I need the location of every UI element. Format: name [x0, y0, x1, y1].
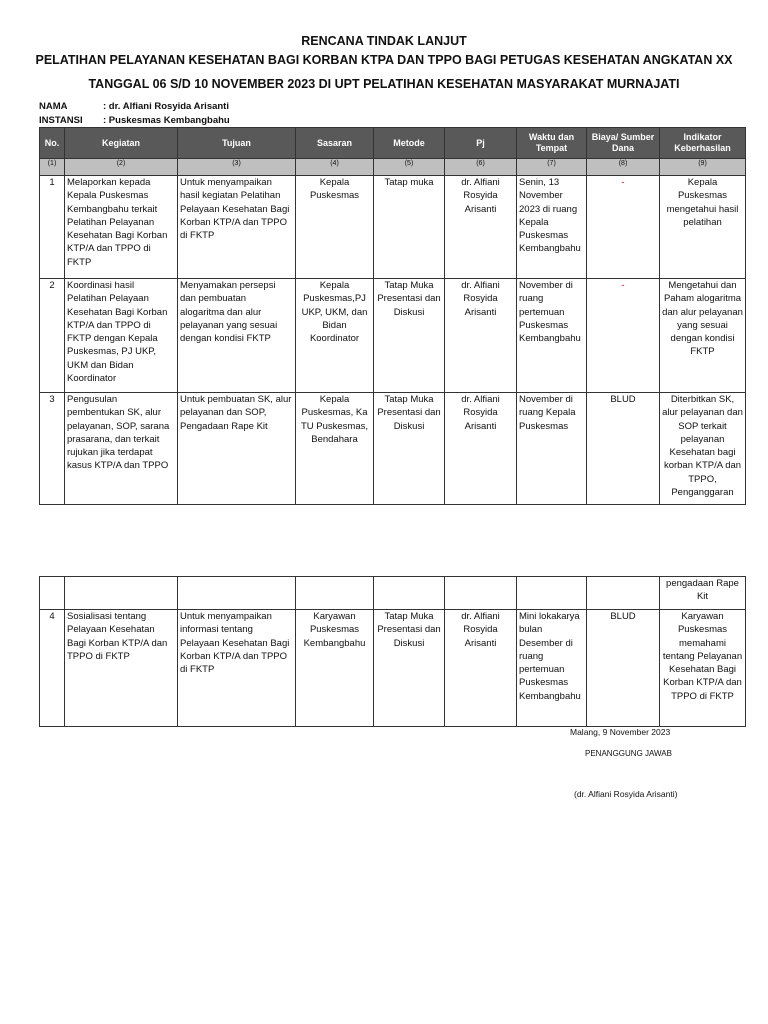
row-kegiatan: Pengusulan pembentukan SK, alur pelayanan, SOP, sarana prasarana, dan terkait rujukan jika terdapat kasus KTP/A dan TPPO — [65, 393, 178, 505]
row-pj: dr. Alfiani Rosyida Arisanti — [445, 393, 517, 505]
row-metode: Tatap Muka Presentasi dan Diskusi — [374, 393, 445, 505]
instansi-value: : Puskesmas Kembangbahu — [103, 115, 230, 126]
row-kegiatan: Sosialisasi tentang Pelayaan Kesehatan Bagi Korban KTP/A dan TPPO di FKTP — [65, 610, 178, 727]
doc-date-line: TANGGAL 06 S/D 10 NOVEMBER 2023 DI UPT PELATIHAN KESEHATAN MASYARAKAT MURNAJATI — [88, 77, 680, 91]
signature-role: PENANGGUNG JAWAB — [585, 749, 672, 758]
row-indikator: Karyawan Puskesmas memahami tentang Pelayanan Kesehatan Bagi Korban KTP/A dan TPPO di FKTP — [660, 610, 746, 727]
row-biaya: - — [587, 176, 660, 279]
nama-value: : dr. Alfiani Rosyida Arisanti — [103, 101, 229, 112]
row-indikator: Diterbitkan SK, alur pelayanan dan SOP terkait pelayanan Kesehatan bagi korban KTP/A dan TPPO, Penganggaran — [660, 393, 746, 505]
empty-cell — [296, 577, 374, 610]
instansi-label: INSTANSI — [39, 115, 83, 126]
col-header-waktu: Waktu dan Tempat — [517, 128, 587, 159]
col-header-tujuan: Tujuan — [178, 128, 296, 159]
row-indikator: Kepala Puskesmas mengetahui hasil pelatihan — [660, 176, 746, 279]
index-cell: (6) — [445, 159, 517, 176]
row-kegiatan: Melaporkan kepada Kepala Puskesmas Kembangbahu terkait Pelatihan Pelayanan Kesehatan Bagi Korban KTP/A dan TPPO di FKTP — [65, 176, 178, 279]
col-header-pj: Pj — [445, 128, 517, 159]
table-row-continuation — [40, 577, 746, 610]
row-tujuan: Untuk pembuatan SK, alur pelayanan dan SOP, Pengadaan Rape Kit — [178, 393, 296, 505]
index-cell: (1) — [40, 159, 65, 176]
row-biaya: BLUD — [587, 393, 660, 505]
index-cell: (2) — [65, 159, 178, 176]
row-waktu: November di ruang pertemuan Puskesmas Kembangbahu — [517, 279, 587, 393]
doc-subtitle: PELATIHAN PELAYANAN KESEHATAN BAGI KORBAN KTPA DAN TPPO BAGI PETUGAS KESEHATAN ANGKATAN XX — [35, 53, 733, 67]
nama-label: NAMA — [39, 101, 68, 112]
row-no: 3 — [40, 393, 65, 505]
row-no: 2 — [40, 279, 65, 393]
meta-nama — [39, 101, 229, 112]
signature-name: (dr. Alfiani Rosyida Arisanti) — [574, 789, 678, 799]
row-sasaran: Kepala Puskesmas — [296, 176, 374, 279]
index-row — [40, 159, 746, 176]
table-row — [40, 279, 746, 393]
col-header-biaya: Biaya/ Sumber Dana — [587, 128, 660, 159]
empty-cell — [517, 577, 587, 610]
table-row — [40, 176, 746, 279]
plan-table-continued — [39, 576, 746, 727]
row-pj: dr. Alfiani Rosyida Arisanti — [445, 176, 517, 279]
col-header-indikator: Indikator Keberhasilan — [660, 128, 746, 159]
doc-title: RENCANA TINDAK LANJUT — [301, 34, 467, 48]
table-row — [40, 610, 746, 727]
row-sasaran: Kepala Puskesmas, Ka TU Puskesmas, Bendahara — [296, 393, 374, 505]
index-cell: (4) — [296, 159, 374, 176]
row-tujuan: Menyamakan persepsi dan pembuatan alogaritma dan alur pelayanan yang sesuai dengan kondisi FKTP — [178, 279, 296, 393]
row-waktu: Senin, 13 November 2023 di ruang Kepala Puskesmas Kembangbahu — [517, 176, 587, 279]
table-row — [40, 393, 746, 505]
empty-cell — [40, 577, 65, 610]
meta-instansi — [39, 115, 230, 126]
plan-table — [39, 127, 746, 505]
row-tujuan: Untuk menyampaikan informasi tentang Pelayaan Kesehatan Bagi Korban KTP/A dan TPPO di FKTP — [178, 610, 296, 727]
row-metode: Tatap Muka Presentasi dan Diskusi — [374, 610, 445, 727]
index-cell: (8) — [587, 159, 660, 176]
row-tujuan: Untuk menyampaikan hasil kegiatan Pelatihan Pelayaan Kesehatan Bagi Korban KTP/A dan TPPO di FKTP — [178, 176, 296, 279]
empty-cell — [587, 577, 660, 610]
empty-cell — [374, 577, 445, 610]
row-indikator-continued: pengadaan Rape Kit — [660, 577, 746, 610]
row-biaya: BLUD — [587, 610, 660, 727]
row-pj: dr. Alfiani Rosyida Arisanti — [445, 610, 517, 727]
row-pj: dr. Alfiani Rosyida Arisanti — [445, 279, 517, 393]
col-header-kegiatan: Kegiatan — [65, 128, 178, 159]
empty-cell — [445, 577, 517, 610]
index-cell: (5) — [374, 159, 445, 176]
empty-cell — [178, 577, 296, 610]
empty-cell — [65, 577, 178, 610]
row-metode: Tatap Muka Presentasi dan Diskusi — [374, 279, 445, 393]
row-waktu: Mini lokakarya bulan Desember di ruang pertemuan Puskesmas Kembangbahu — [517, 610, 587, 727]
row-metode: Tatap muka — [374, 176, 445, 279]
signature-place-date: Malang, 9 November 2023 — [570, 727, 671, 737]
row-no: 4 — [40, 610, 65, 727]
row-sasaran: Kepala Puskesmas,PJ UKP, UKM, dan Bidan Koordinator — [296, 279, 374, 393]
row-no: 1 — [40, 176, 65, 279]
row-indikator: Mengetahui dan Paham alogaritma dan alur pelayanan yang sesuai dengan kondisi FKTP — [660, 279, 746, 393]
index-cell: (3) — [178, 159, 296, 176]
col-header-metode: Metode — [374, 128, 445, 159]
index-cell: (7) — [517, 159, 587, 176]
row-sasaran: Karyawan Puskesmas Kembangbahu — [296, 610, 374, 727]
row-kegiatan: Koordinasi hasil Pelatihan Pelayaan Kesehatan Bagi Korban KTP/A dan TPPO di FKTP dengan Kepala Puskesmas, PJ UKP, UKM dan Bidan Koordinator — [65, 279, 178, 393]
row-biaya: - — [587, 279, 660, 393]
index-cell: (9) — [660, 159, 746, 176]
col-header-no: No. — [40, 128, 65, 159]
col-header-sasaran: Sasaran — [296, 128, 374, 159]
row-waktu: November di ruang Kepala Puskesmas — [517, 393, 587, 505]
header-row — [40, 128, 746, 159]
